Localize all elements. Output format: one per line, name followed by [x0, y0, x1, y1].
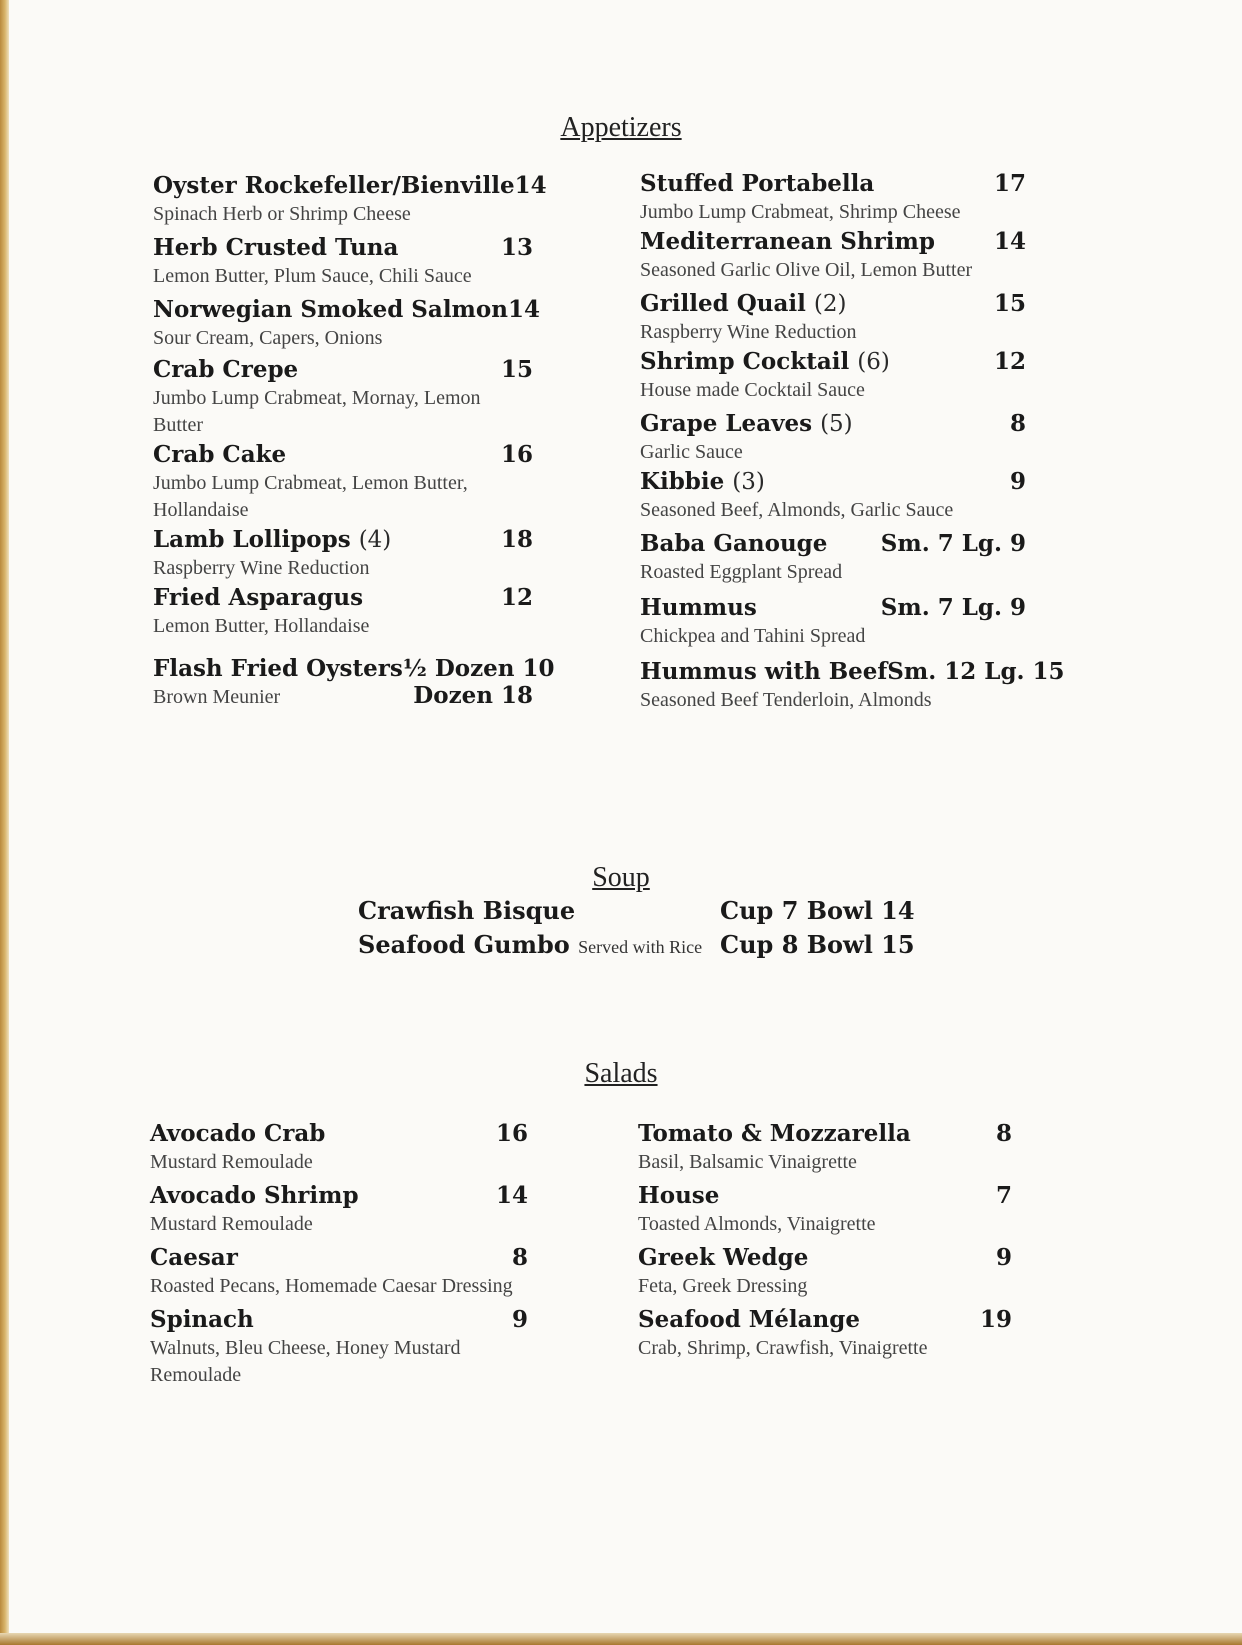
menu-item-header	[153, 584, 533, 611]
soup-price: Cup 8 Bowl 15	[720, 930, 915, 959]
menu-item-name	[153, 584, 363, 611]
menu-item-price: 19	[979, 1306, 1012, 1333]
flash-fried-oysters-item	[153, 655, 555, 711]
menu-item-name-text: Grape Leaves	[640, 410, 813, 437]
menu-item	[153, 296, 540, 352]
menu-item-header	[638, 1306, 1012, 1333]
menu-item	[640, 170, 1026, 226]
menu-item-header	[153, 441, 533, 468]
menu-item	[153, 356, 533, 439]
menu-item-description: Toasted Almonds, Vinaigrette	[638, 1213, 876, 1235]
menu-item-name-text: Crab Cake	[153, 441, 287, 468]
menu-item-header	[153, 356, 533, 383]
menu-item-price: 13	[500, 234, 533, 261]
menu-item-header	[640, 658, 1065, 685]
menu-item-header	[150, 1306, 528, 1333]
page-edge-bottom	[0, 1633, 1242, 1645]
menu-item-description: Chickpea and Tahini Spread	[640, 625, 866, 647]
menu-item-header	[640, 410, 1026, 437]
menu-item-header	[150, 1182, 528, 1209]
menu-item-price: 14	[495, 1182, 528, 1209]
menu-item-price: 17	[993, 170, 1026, 197]
menu-item	[153, 526, 533, 582]
menu-item-description: Seasoned Beef, Almonds, Garlic Sauce	[640, 499, 954, 521]
menu-item-name-text: Norwegian Smoked Salmon	[153, 296, 508, 323]
menu-item-header	[640, 290, 1026, 317]
menu-item-price: 15	[993, 290, 1026, 317]
menu-item	[640, 658, 1065, 714]
menu-item-description: Basil, Balsamic Vinaigrette	[638, 1151, 857, 1173]
soup-note: Served with Rice	[578, 937, 703, 957]
menu-item-count: (6)	[857, 349, 890, 375]
menu-item-name	[153, 296, 508, 323]
menu-item-name	[640, 348, 890, 375]
salads-heading: Salads	[584, 1058, 658, 1089]
menu-item-name-text: Greek Wedge	[638, 1244, 809, 1271]
menu-item	[153, 441, 533, 524]
menu-item-name	[153, 172, 515, 199]
menu-item-description: Seasoned Garlic Olive Oil, Lemon Butter	[640, 259, 973, 281]
menu-item-name	[638, 1182, 719, 1209]
menu-item-count: (4)	[358, 527, 392, 553]
menu-item	[640, 290, 1026, 346]
menu-item-header	[638, 1120, 1012, 1147]
menu-item-description: Seasoned Beef Tenderloin, Almonds	[640, 689, 932, 711]
menu-item-price: 8	[511, 1244, 528, 1271]
menu-item-header	[640, 170, 1026, 197]
menu-item-price: Sm. 7 Lg. 9	[880, 530, 1026, 557]
menu-item-header	[640, 530, 1026, 557]
menu-item-description: Spinach Herb or Shrimp Cheese	[153, 203, 411, 225]
menu-item-name	[638, 1120, 911, 1147]
menu-item-header	[150, 1244, 528, 1271]
menu-item-description: Mustard Remoulade	[150, 1151, 313, 1173]
menu-item-name-text: Hummus	[640, 594, 757, 621]
menu-item-name-text: Spinach	[150, 1306, 254, 1333]
menu-item-name	[153, 441, 286, 468]
menu-item-name	[640, 290, 846, 317]
menu-item-price: 14	[514, 172, 547, 199]
menu-item-price: Sm. 7 Lg. 9	[880, 594, 1026, 621]
menu-item-name-text: Oyster Rockefeller/Bienville	[153, 172, 515, 199]
menu-item-header	[640, 468, 1026, 495]
menu-item-description: Raspberry Wine Reduction	[153, 557, 370, 579]
page-edge-left	[0, 0, 9, 1645]
menu-item-description: House made Cocktail Sauce	[640, 379, 865, 401]
menu-item-description: Lemon Butter, Plum Sauce, Chili Sauce	[153, 265, 472, 287]
menu-item-name-text: Caesar	[150, 1244, 238, 1271]
menu-item-description: Walnuts, Bleu Cheese, Honey Mustard Remoulade	[150, 1337, 461, 1386]
menu-item	[640, 410, 1026, 466]
menu-item	[150, 1182, 528, 1238]
menu-item-name-text: Mediterranean Shrimp	[640, 228, 935, 255]
menu-item-name	[153, 526, 391, 553]
menu-item-header	[153, 526, 533, 553]
menu-item-description: Crab, Shrimp, Crawfish, Vinaigrette	[638, 1337, 928, 1359]
menu-item-price: 8	[1009, 410, 1026, 437]
menu-item-price: 12	[500, 584, 533, 611]
menu-item	[640, 228, 1026, 284]
menu-item-header	[638, 1244, 1012, 1271]
menu-item-price: 14	[993, 228, 1026, 255]
menu-item-price: ½ Dozen 10	[402, 655, 555, 682]
menu-item-name-text: House	[638, 1182, 720, 1209]
menu-item-name-text: Baba Ganouge	[640, 530, 828, 557]
menu-item-description: Garlic Sauce	[640, 441, 743, 463]
menu-item-price: 8	[995, 1120, 1012, 1147]
menu-item	[638, 1306, 1012, 1362]
menu-item	[638, 1244, 1012, 1300]
menu-item-price: 9	[511, 1306, 528, 1333]
menu-item-header	[640, 348, 1026, 375]
menu-item-header	[640, 594, 1026, 621]
menu-item-header	[150, 1120, 528, 1147]
menu-item	[150, 1244, 528, 1300]
menu-item-description: Raspberry Wine Reduction	[640, 321, 857, 343]
menu-item-header	[640, 228, 1026, 255]
menu-item-name	[150, 1120, 325, 1147]
menu-item-count: (3)	[732, 469, 765, 495]
soup-name-text: Seafood Gumbo	[358, 930, 570, 959]
menu-item	[638, 1182, 1012, 1238]
soup-row	[358, 930, 915, 964]
soup-row	[358, 896, 915, 930]
menu-item-name	[638, 1244, 808, 1271]
menu-item-name-text: Tomato & Mozzarella	[638, 1120, 911, 1147]
menu-item-name: Flash Fried Oysters	[153, 655, 403, 682]
menu-item	[640, 348, 1026, 404]
menu-item-description: Jumbo Lump Crabmeat, Lemon Butter, Hollandaise	[153, 472, 468, 521]
menu-item-name	[640, 530, 827, 557]
menu-item-name	[638, 1306, 860, 1333]
menu-item-name	[150, 1244, 238, 1271]
appetizers-left-column	[153, 172, 547, 640]
menu-item-name	[640, 228, 935, 255]
menu-item-count: (5)	[820, 411, 853, 437]
menu-item-price: 9	[995, 1244, 1012, 1271]
menu-item	[640, 594, 1026, 650]
menu-item-count: (2)	[813, 291, 847, 317]
menu-item-name-text: Kibbie	[640, 468, 725, 495]
menu-item-name-text: Avocado Shrimp	[150, 1182, 359, 1209]
menu-item-name-text: Grilled Quail	[640, 290, 806, 317]
menu-item-header	[153, 234, 533, 261]
menu-item-name-text: Lamb Lollipops	[153, 526, 351, 553]
menu-item	[640, 530, 1026, 586]
menu-item-name	[640, 658, 887, 685]
menu-item-name	[640, 410, 853, 437]
salads-left-column	[150, 1120, 528, 1389]
soup-name: Crawfish Bisque	[358, 896, 576, 925]
menu-item-description: Roasted Eggplant Spread	[640, 561, 843, 583]
soup-name	[358, 930, 702, 959]
menu-item-name	[640, 594, 757, 621]
menu-item-name	[153, 356, 298, 383]
menu-item-price: 18	[500, 526, 533, 553]
soup-heading: Soup	[592, 862, 650, 893]
menu-item-price: 15	[500, 356, 533, 383]
menu-item-price: 16	[500, 441, 533, 468]
menu-item	[153, 172, 547, 228]
appetizers-heading: Appetizers	[560, 112, 682, 143]
menu-item-name	[640, 468, 765, 495]
menu-item-name	[150, 1182, 359, 1209]
menu-item-name-text: Crab Crepe	[153, 356, 299, 383]
menu-item	[640, 468, 1026, 524]
menu-item-description: Lemon Butter, Hollandaise	[153, 615, 370, 637]
menu-item	[150, 1120, 528, 1176]
menu-item	[153, 234, 533, 290]
salads-right-column	[638, 1120, 1012, 1362]
menu-item-price: 7	[995, 1182, 1012, 1209]
menu-item-description: Jumbo Lump Crabmeat, Mornay, Lemon Butter	[153, 387, 481, 436]
menu-item-name-text: Stuffed Portabella	[640, 170, 875, 197]
menu-item-name-text: Hummus with Beef	[640, 658, 888, 685]
menu-item-price: 14	[507, 296, 540, 323]
menu-item-price: 12	[993, 348, 1026, 375]
menu-item-name	[150, 1306, 254, 1333]
menu-item-header	[638, 1182, 1012, 1209]
menu-item-name-text: Shrimp Cocktail	[640, 348, 850, 375]
menu-item	[150, 1306, 528, 1389]
menu-item-name	[153, 234, 398, 261]
menu-item-price: 16	[495, 1120, 528, 1147]
menu-item-header	[153, 172, 547, 199]
menu-item-name-text: Seafood Mélange	[638, 1306, 860, 1333]
menu-item-header	[153, 296, 540, 323]
menu-item-description: Brown Meunier	[153, 686, 281, 708]
appetizers-right-column	[640, 170, 1065, 714]
menu-item-description: Roasted Pecans, Homemade Caesar Dressing	[150, 1275, 513, 1297]
menu-item-name	[640, 170, 874, 197]
menu-item-description: Feta, Greek Dressing	[638, 1275, 808, 1297]
menu-item-price: 9	[1009, 468, 1026, 495]
menu-item-name-text: Avocado Crab	[150, 1120, 326, 1147]
menu-item	[153, 584, 533, 640]
menu-item-name-text: Fried Asparagus	[153, 584, 364, 611]
menu-item-description: Jumbo Lump Crabmeat, Shrimp Cheese	[640, 201, 961, 223]
soup-price: Cup 7 Bowl 14	[720, 896, 915, 925]
menu-item-name-text: Herb Crusted Tuna	[153, 234, 399, 261]
menu-item-description: Sour Cream, Capers, Onions	[153, 327, 383, 349]
menu-item-description: Mustard Remoulade	[150, 1213, 313, 1235]
menu-item-price: Sm. 12 Lg. 15	[887, 658, 1065, 685]
menu-item	[638, 1120, 1012, 1176]
menu-item-price: Dozen 18	[413, 682, 533, 709]
